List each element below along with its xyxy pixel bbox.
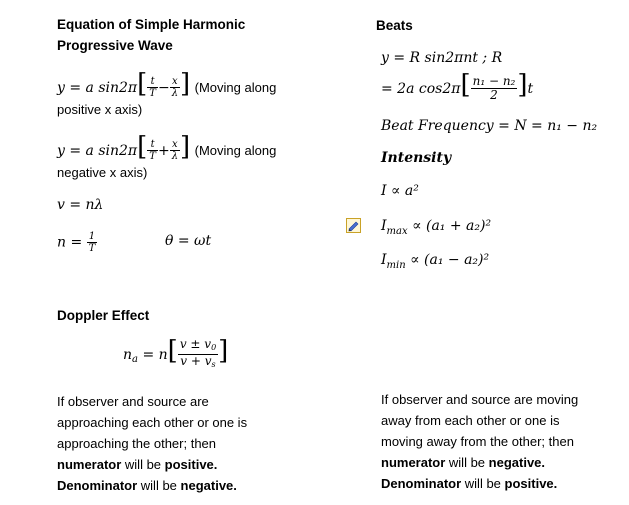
left-note-line2: approaching each other or one is (57, 415, 248, 430)
edit-equation-icon-graphic (347, 219, 360, 232)
equation-doppler: na = n[ $\frac{v \pm v0}{v + vs}$ ] (123, 336, 229, 370)
beats-heading: Beats (376, 18, 413, 33)
doppler-eq: = n (138, 347, 168, 363)
eq2-lhs: y = a sin2π (57, 143, 138, 159)
eq1-op: − (157, 80, 170, 96)
eq1-note-line2: positive x axis) (57, 102, 143, 117)
right-note-line2: away from each other or one is (381, 413, 560, 428)
equation-phase: θ = ωt (165, 233, 212, 249)
equation-frequency (57, 231, 97, 254)
left-note-willbe-2: will be (137, 478, 181, 493)
eq-n-den: T (88, 243, 96, 254)
doppler-lhs: n (123, 347, 133, 363)
right-note-denominator: Denominator (381, 476, 462, 491)
eq1-note: (Moving along (194, 80, 277, 95)
right-note-line3: moving away from the other; then (381, 434, 574, 449)
beats-equation-1: y = R sin2πnt ; R (381, 50, 503, 66)
intensity-min (381, 251, 489, 271)
imin-sub: min (386, 260, 406, 271)
beats-eq2-t: t (527, 81, 534, 97)
edit-equation-icon[interactable] (346, 218, 361, 233)
imax-symbol: I (381, 218, 387, 234)
imax-rhs: ∝ (a₁ + a₂)² (407, 218, 492, 234)
imin-rhs: ∝ (a₁ − a₂)² (405, 252, 490, 268)
eq-n-num: 1 (87, 231, 98, 243)
doppler-heading: Doppler Effect (57, 308, 150, 323)
doppler-sub: a (132, 354, 138, 365)
imax-sub: max (386, 226, 408, 237)
right-note-negative: negative. (488, 455, 546, 470)
doppler-num-sub: 0 (211, 343, 217, 353)
right-note-willbe-2: will be (461, 476, 505, 491)
left-note-line1: If observer and source are (57, 394, 209, 409)
shm-heading-line1: Equation of Simple Harmonic (57, 17, 246, 32)
eq1-lhs: y = a sin2π (57, 80, 138, 96)
imin-symbol: I (381, 252, 387, 268)
eq2-op: + (157, 143, 170, 159)
beat-frequency: Beat Frequency = N = n₁ − n₂ (381, 118, 598, 134)
doppler-den-sub: s (211, 360, 216, 370)
left-note-numerator: numerator (57, 457, 122, 472)
beats-eq2-den: 2 (490, 88, 498, 103)
right-note-positive: positive. (504, 476, 558, 491)
equation-velocity: v = nλ (57, 197, 104, 213)
right-note-willbe-1: will be (445, 455, 489, 470)
eq-n-lhs: n = (57, 234, 87, 251)
doppler-num: v ± v (179, 337, 212, 352)
eq2-note: (Moving along (194, 143, 277, 158)
doppler-den: v + v (180, 354, 212, 369)
eq1-n2: x (170, 76, 180, 88)
intensity-heading: Intensity (381, 150, 452, 166)
beats-eq2-lhs: = 2a cos2π (381, 81, 461, 97)
left-note-positive: positive. (164, 457, 218, 472)
eq2-n1: t (147, 139, 158, 151)
beats-eq2-num: n₁ − n₂ (472, 74, 516, 89)
left-note-willbe-1: will be (121, 457, 165, 472)
left-note-line3: approaching the other; then (57, 436, 217, 451)
intensity-proportional: I ∝ a² (381, 183, 419, 199)
right-note-numerator: numerator (381, 455, 446, 470)
shm-heading-line2: Progressive Wave (57, 38, 173, 53)
eq2-n2: x (170, 139, 180, 151)
doppler-note-receding (381, 389, 578, 494)
right-note-line1: If observer and source are moving (381, 392, 579, 407)
equation-negative-wave: y = a sin2π[ $\frac{t}{T}$ + $\frac{x}{\lambda}$ ] (Moving along (57, 132, 277, 163)
intensity-max (381, 217, 491, 237)
eq1-d2: λ (171, 88, 179, 100)
left-note-negative: negative. (180, 478, 237, 493)
eq1-d1: T (149, 88, 156, 100)
left-note-denominator: Denominator (57, 478, 138, 493)
eq2-d2: λ (171, 151, 179, 163)
doppler-note-approaching (57, 391, 247, 496)
eq2-note-line2: negative x axis) (57, 165, 148, 180)
eq1-n1: t (147, 76, 158, 88)
eq2-d1: T (149, 151, 156, 163)
equation-positive-wave: y = a sin2π[ $\frac{t}{T}$ − $\frac{x}{\lambda}$ ] (Moving along (57, 69, 277, 100)
beats-equation-2: = 2a cos2π[ $\frac{\text{n₁ − n₂}}{2}$ ]t (381, 70, 534, 103)
